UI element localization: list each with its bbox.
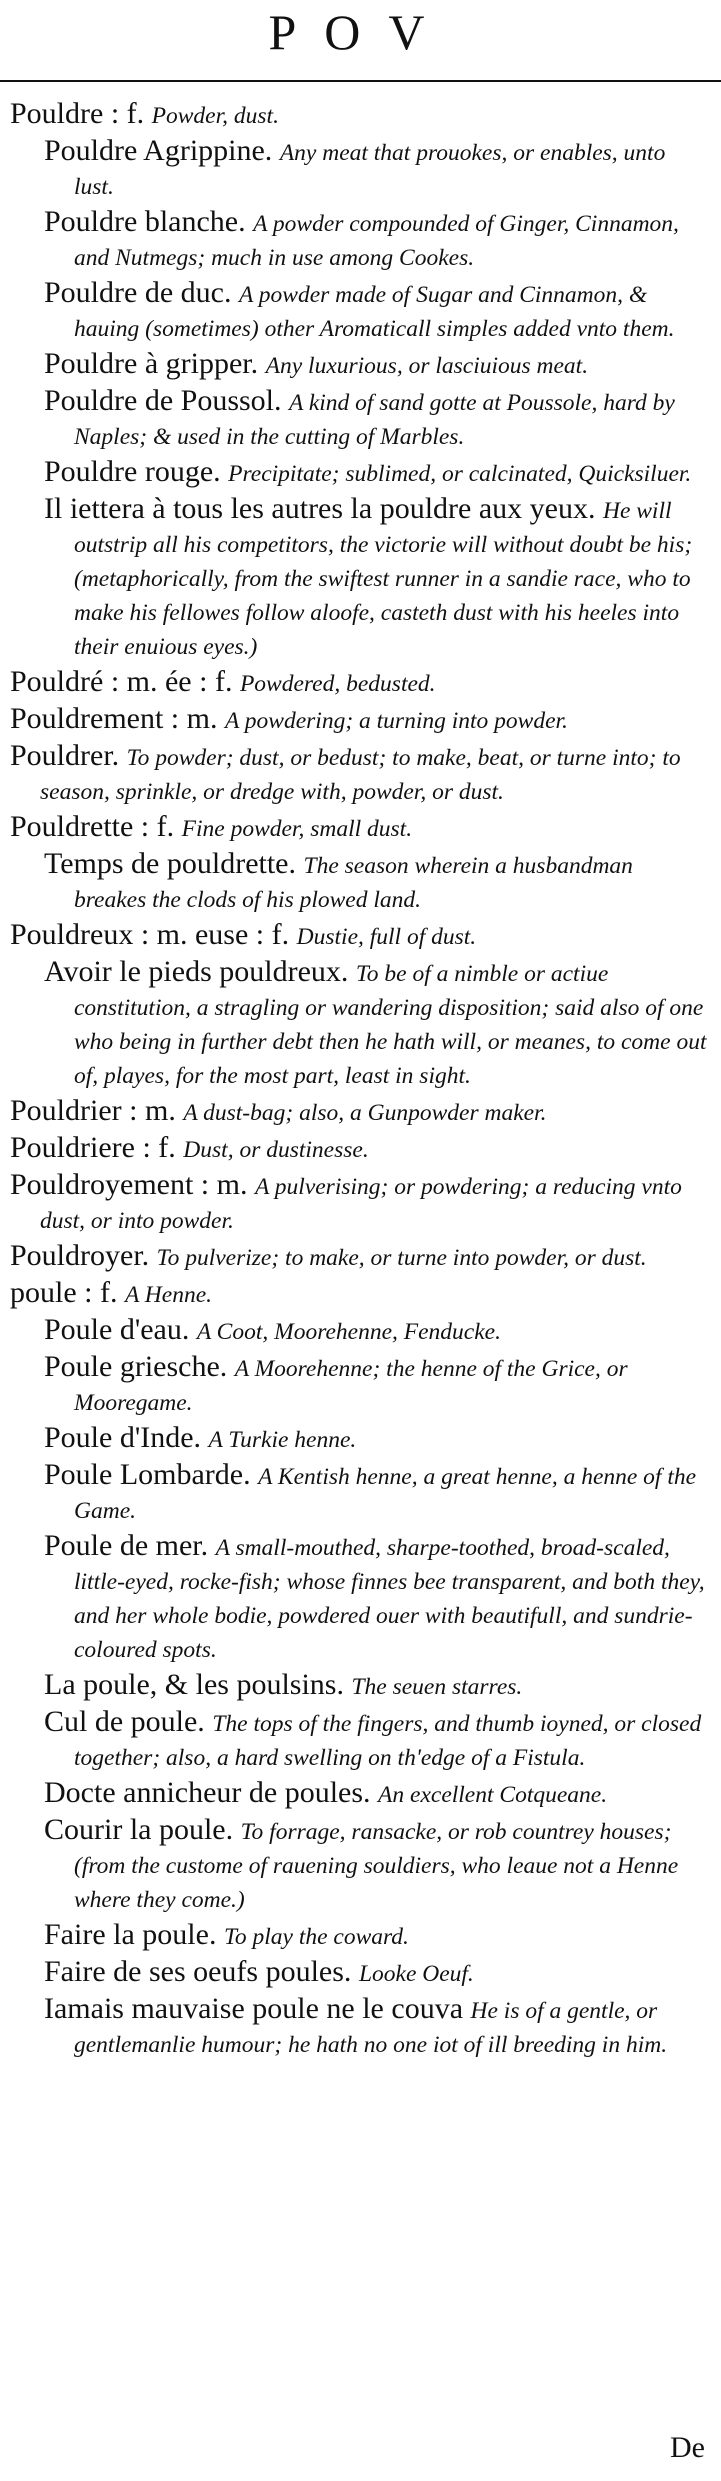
entry-headword: Pouldré : m. ée : f. bbox=[10, 665, 233, 698]
dictionary-subentry bbox=[10, 1350, 710, 1418]
entry-gloss: Fine powder, small dust. bbox=[181, 816, 413, 842]
entry-headword: Pouldrier : m. bbox=[10, 1094, 176, 1127]
dictionary-entry bbox=[10, 1239, 710, 1273]
dictionary-subentry bbox=[10, 847, 710, 915]
dictionary-subentry bbox=[10, 1458, 710, 1526]
dictionary-subentry bbox=[10, 1421, 710, 1455]
entry-gloss: To pulverize; to make, or turne into powder, or dust. bbox=[156, 1245, 647, 1271]
entry-gloss: A small-mouthed, sharpe-toothed, broad-scaled, little-eyed, rocke-fish; whose finnes bee transparent, and both they, and her whole bodie, powdered ouer with beautifull, and sundrie-coloured spots. bbox=[74, 1535, 705, 1663]
entry-gloss: Any luxurious, or lasciuious meat. bbox=[265, 353, 589, 379]
entry-gloss: Looke Oeuf. bbox=[358, 1961, 474, 1987]
entry-gloss: He is of a gentle, or gentlemanlie humour; he hath no one iot of ill breeding in him. bbox=[74, 1998, 668, 2058]
entry-gloss: To powder; dust, or bedust; to make, beat, or turne into; to season, sprinkle, or dredge with, powder, or dust. bbox=[40, 745, 681, 805]
entry-gloss: To be of a nimble or actiue constitution, a stragling or wandering disposition; said also of one who being in further debt then he hath will, or meanes, to come out of, playes, for the most part, least in sight. bbox=[74, 961, 707, 1089]
dictionary-subentry bbox=[10, 1705, 710, 1773]
entry-gloss: A dust-bag; also, a Gunpowder maker. bbox=[183, 1100, 547, 1126]
dictionary-subentry bbox=[10, 1918, 710, 1952]
entry-gloss: A Moorehenne; the henne of the Grice, or Mooregame. bbox=[74, 1356, 628, 1416]
entry-headword: Pouldre de Poussol. bbox=[44, 384, 282, 417]
entry-headword: Pouldrette : f. bbox=[10, 810, 175, 843]
dictionary-entry bbox=[10, 1131, 710, 1165]
entry-headword: Pouldriere : f. bbox=[10, 1131, 176, 1164]
dictionary-subentry bbox=[10, 455, 710, 489]
entry-gloss: A kind of sand gotte at Poussole, hard by Naples; & used in the cutting of Marbles. bbox=[74, 390, 675, 450]
entry-headword: Pouldre Agrippine. bbox=[44, 134, 273, 167]
dictionary-subentry bbox=[10, 384, 710, 452]
entry-gloss: He will outstrip all his competitors, the victorie will without doubt be his; (metaphorically, from the swiftest runner in a sandie race, who to make his fellowes follow aloofe, casteth dust with his heeles into their enuious eyes.) bbox=[74, 498, 693, 660]
entry-headword: Cul de poule. bbox=[44, 1705, 205, 1738]
entry-gloss: To forrage, ransacke, or rob countrey houses; (from the custome of rauening souldiers, who leaue not a Henne where they come.) bbox=[74, 1819, 679, 1913]
entry-headword: Courir la poule. bbox=[44, 1813, 234, 1846]
entry-list bbox=[10, 97, 710, 2063]
entry-gloss: The seuen starres. bbox=[351, 1674, 523, 1700]
entry-gloss: A Henne. bbox=[124, 1282, 212, 1308]
dictionary-subentry bbox=[10, 1668, 710, 1702]
entry-headword: poule : f. bbox=[10, 1276, 118, 1309]
entry-headword: Pouldre : f. bbox=[10, 97, 145, 130]
entry-gloss: A pulverising; or powdering; a reducing vnto dust, or into powder. bbox=[40, 1174, 682, 1234]
dictionary-subentry bbox=[10, 1529, 710, 1665]
entry-headword: Pouldrer. bbox=[10, 739, 120, 772]
entry-headword: Poule de mer. bbox=[44, 1529, 209, 1562]
dictionary-entry bbox=[10, 1168, 710, 1236]
dictionary-subentry bbox=[10, 1955, 710, 1989]
entry-gloss: A powder compounded of Ginger, Cinnamon, and Nutmegs; much in use among Cookes. bbox=[74, 211, 679, 271]
entry-gloss: Precipitate; sublimed, or calcinated, Quicksiluer. bbox=[228, 461, 692, 487]
entry-headword: La poule, & les poulsins. bbox=[44, 1668, 344, 1701]
dictionary-subentry bbox=[10, 276, 710, 344]
entry-headword: Temps de pouldrette. bbox=[44, 847, 296, 880]
entry-gloss: Any meat that prouokes, or enables, unto lust. bbox=[74, 140, 666, 200]
entry-gloss: The season wherein a husbandman breakes the clods of his plowed land. bbox=[74, 853, 633, 913]
entry-headword: Pouldre rouge. bbox=[44, 455, 221, 488]
page-header: POV bbox=[268, 4, 453, 60]
entry-gloss: A powdering; a turning into powder. bbox=[224, 708, 568, 734]
dictionary-entry bbox=[10, 810, 710, 844]
entry-gloss: Powdered, bedusted. bbox=[239, 671, 436, 697]
dictionary-entry bbox=[10, 1276, 710, 1310]
entry-headword: Iamais mauvaise poule ne le couva bbox=[44, 1992, 464, 2025]
entry-headword: Pouldre à gripper. bbox=[44, 347, 259, 380]
entry-gloss: An excellent Cotqueane. bbox=[378, 1782, 608, 1808]
entry-gloss: The tops of the fingers, and thumb ioyned, or closed together; also, a hard swelling on th'edge of a Fistula. bbox=[74, 1711, 702, 1771]
dictionary-subentry bbox=[10, 1992, 710, 2060]
header-rule bbox=[0, 80, 721, 82]
dictionary-subentry bbox=[10, 1813, 710, 1915]
dictionary-entry bbox=[10, 665, 710, 699]
entry-headword: Il iettera à tous les autres la pouldre aux yeux. bbox=[44, 492, 596, 525]
dictionary-subentry bbox=[10, 134, 710, 202]
entry-headword: Faire de ses oeufs poules. bbox=[44, 1955, 352, 1988]
entry-headword: Poule d'Inde. bbox=[44, 1421, 202, 1454]
entry-headword: Poule Lombarde. bbox=[44, 1458, 251, 1491]
catchword: De bbox=[670, 2431, 705, 2464]
dictionary-subentry bbox=[10, 492, 710, 662]
dictionary-entry bbox=[10, 1094, 710, 1128]
dictionary-entry bbox=[10, 739, 710, 807]
entry-gloss: Dust, or dustinesse. bbox=[183, 1137, 369, 1163]
entry-headword: Poule griesche. bbox=[44, 1350, 228, 1383]
dictionary-subentry bbox=[10, 347, 710, 381]
entry-headword: Pouldroyer. bbox=[10, 1239, 150, 1272]
dictionary-entry bbox=[10, 918, 710, 952]
dictionary-subentry bbox=[10, 205, 710, 273]
dictionary-subentry bbox=[10, 955, 710, 1091]
entry-gloss: Powder, dust. bbox=[151, 103, 279, 129]
entry-headword: Poule d'eau. bbox=[44, 1313, 190, 1346]
entry-headword: Pouldrement : m. bbox=[10, 702, 218, 735]
entry-headword: Faire la poule. bbox=[44, 1918, 217, 1951]
entry-gloss: A Coot, Moorehenne, Fenducke. bbox=[196, 1319, 501, 1345]
entry-gloss: A Kentish henne, a great henne, a henne of the Game. bbox=[74, 1464, 697, 1524]
entry-gloss: To play the coward. bbox=[223, 1924, 409, 1950]
dictionary-subentry bbox=[10, 1776, 710, 1810]
entry-headword: Avoir le pieds pouldreux. bbox=[44, 955, 349, 988]
entry-gloss: Dustie, full of dust. bbox=[296, 924, 477, 950]
entry-headword: Docte annicheur de poules. bbox=[44, 1776, 371, 1809]
entry-gloss: A Turkie henne. bbox=[208, 1427, 357, 1453]
entry-headword: Pouldre de duc. bbox=[44, 276, 232, 309]
entry-headword: Pouldre blanche. bbox=[44, 205, 246, 238]
dictionary-entry bbox=[10, 97, 710, 131]
entry-headword: Pouldroyement : m. bbox=[10, 1168, 248, 1201]
entry-headword: Pouldreux : m. euse : f. bbox=[10, 918, 290, 951]
entry-gloss: A powder made of Sugar and Cinnamon, & hauing (sometimes) other Aromaticall simples added vnto them. bbox=[74, 282, 675, 342]
dictionary-entry bbox=[10, 702, 710, 736]
dictionary-subentry bbox=[10, 1313, 710, 1347]
